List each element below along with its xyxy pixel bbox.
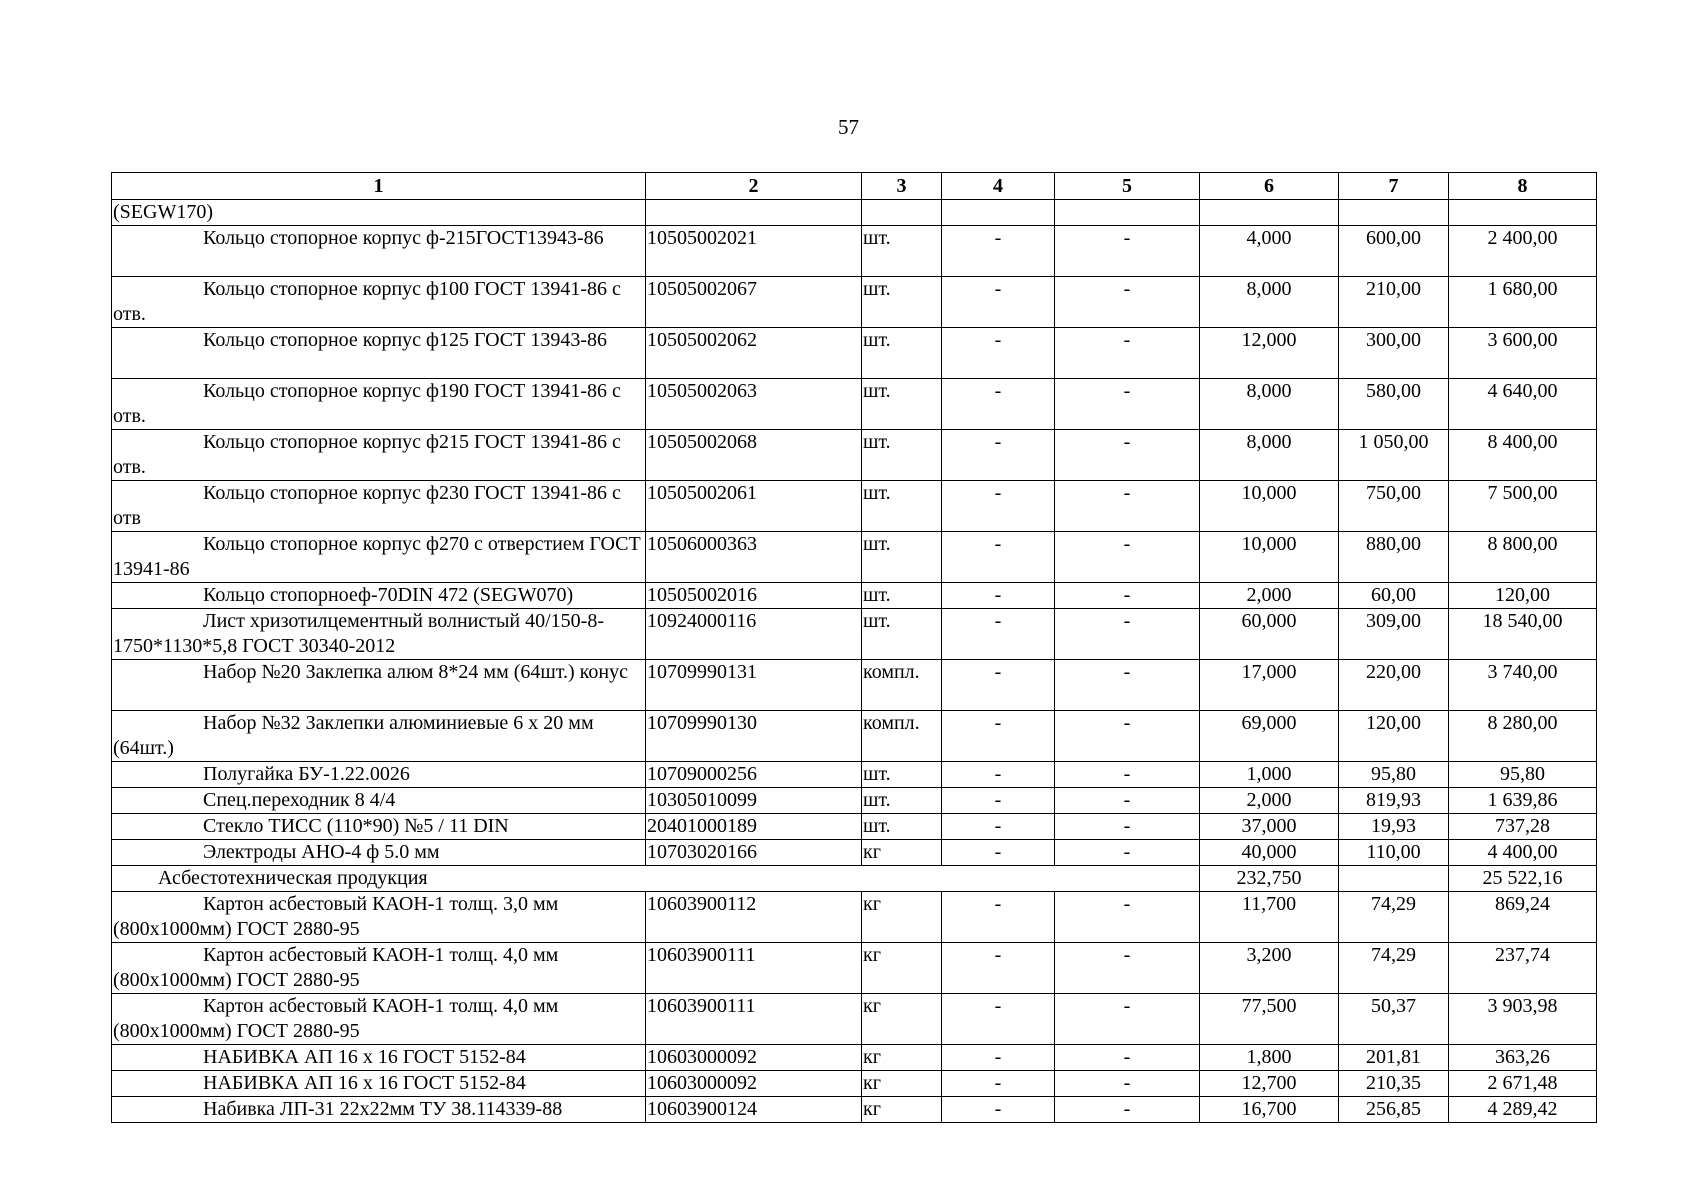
sum: 4 289,42 bbox=[1449, 1097, 1597, 1123]
item-code: 10924000116 bbox=[646, 609, 862, 660]
sum: 8 280,00 bbox=[1449, 711, 1597, 762]
item-code: 10506000363 bbox=[646, 532, 862, 583]
col-5: - bbox=[1055, 1045, 1200, 1071]
price: 1 050,00 bbox=[1339, 430, 1449, 481]
item-code: 10603900111 bbox=[646, 994, 862, 1045]
col-4: - bbox=[942, 583, 1055, 609]
header-cell: 2 bbox=[646, 173, 862, 200]
item-code: 10603000092 bbox=[646, 1045, 862, 1071]
quantity: 12,000 bbox=[1200, 328, 1339, 379]
sum: 2 671,48 bbox=[1449, 1071, 1597, 1097]
col-5: - bbox=[1055, 379, 1200, 430]
sum: 869,24 bbox=[1449, 892, 1597, 943]
sum: 18 540,00 bbox=[1449, 609, 1597, 660]
table-row bbox=[112, 532, 1597, 583]
sum: 8 400,00 bbox=[1449, 430, 1597, 481]
quantity: 4,000 bbox=[1200, 226, 1339, 277]
price: 256,85 bbox=[1339, 1097, 1449, 1123]
item-name bbox=[112, 328, 646, 379]
section-label-text: Асбестотехническая продукция bbox=[158, 867, 428, 889]
item-name-text: Кольцо стопорное корпус ф230 ГОСТ 13941-86 с отв bbox=[113, 482, 621, 529]
item-code: 10709990130 bbox=[646, 711, 862, 762]
header-cell: 4 bbox=[942, 173, 1055, 200]
item-name-text: НАБИВКА АП 16 х 16 ГОСТ 5152-84 bbox=[203, 1072, 526, 1094]
sum: 1 680,00 bbox=[1449, 277, 1597, 328]
price: 309,00 bbox=[1339, 609, 1449, 660]
item-name bbox=[112, 481, 646, 532]
sum: 3 903,98 bbox=[1449, 994, 1597, 1045]
item-name bbox=[112, 1045, 646, 1071]
table-row bbox=[112, 379, 1597, 430]
item-name-text: Кольцо стопорное корпус ф-215ГОСТ13943-86 bbox=[203, 227, 604, 249]
unit: шт. bbox=[862, 226, 942, 277]
header-cell: 5 bbox=[1055, 173, 1200, 200]
col-5: - bbox=[1055, 814, 1200, 840]
item-name bbox=[112, 814, 646, 840]
col-4: - bbox=[942, 481, 1055, 532]
price: 201,81 bbox=[1339, 1045, 1449, 1071]
table-body bbox=[112, 200, 1597, 1123]
table-row bbox=[112, 1045, 1597, 1071]
col-5: - bbox=[1055, 1071, 1200, 1097]
table-row bbox=[112, 814, 1597, 840]
item-name-text: Кольцо стопорное корпус ф270 с отверстием ГОСТ 13941-86 bbox=[113, 533, 641, 580]
quantity: 69,000 bbox=[1200, 711, 1339, 762]
price: 210,00 bbox=[1339, 277, 1449, 328]
col-5: - bbox=[1055, 660, 1200, 711]
quantity: 2,000 bbox=[1200, 583, 1339, 609]
col-4: - bbox=[942, 814, 1055, 840]
item-name bbox=[112, 788, 646, 814]
col-5: - bbox=[1055, 583, 1200, 609]
col-5: - bbox=[1055, 226, 1200, 277]
table-row bbox=[112, 660, 1597, 711]
quantity: 1,000 bbox=[1200, 762, 1339, 788]
unit: кг bbox=[862, 840, 942, 866]
price: 60,00 bbox=[1339, 583, 1449, 609]
unit: кг bbox=[862, 994, 942, 1045]
col-5: - bbox=[1055, 609, 1200, 660]
item-name-text: Набивка ЛП-31 22х22мм ТУ 38.114339-88 bbox=[203, 1098, 563, 1120]
section-row bbox=[112, 866, 1597, 892]
unit: шт. bbox=[862, 328, 942, 379]
col-4: - bbox=[942, 1045, 1055, 1071]
price: 50,37 bbox=[1339, 994, 1449, 1045]
unit: кг bbox=[862, 1071, 942, 1097]
materials-table bbox=[111, 172, 1597, 1123]
item-name bbox=[112, 943, 646, 994]
col-5: - bbox=[1055, 532, 1200, 583]
item-code: 10603900111 bbox=[646, 943, 862, 994]
price: 580,00 bbox=[1339, 379, 1449, 430]
unit: шт. bbox=[862, 379, 942, 430]
item-name bbox=[112, 1071, 646, 1097]
table-row bbox=[112, 788, 1597, 814]
header-cell: 8 bbox=[1449, 173, 1597, 200]
quantity: 10,000 bbox=[1200, 481, 1339, 532]
col-4: - bbox=[942, 379, 1055, 430]
unit: шт. bbox=[862, 532, 942, 583]
item-name bbox=[112, 840, 646, 866]
item-name bbox=[112, 583, 646, 609]
unit: кг bbox=[862, 1045, 942, 1071]
intro-row bbox=[112, 200, 1597, 226]
price: 220,00 bbox=[1339, 660, 1449, 711]
table-row bbox=[112, 277, 1597, 328]
table-row bbox=[112, 481, 1597, 532]
unit: шт. bbox=[862, 481, 942, 532]
col-5: - bbox=[1055, 892, 1200, 943]
page-number: 57 bbox=[838, 115, 859, 139]
item-code: 10603900112 bbox=[646, 892, 862, 943]
unit: компл. bbox=[862, 711, 942, 762]
item-code: 10505002061 bbox=[646, 481, 862, 532]
price: 210,35 bbox=[1339, 1071, 1449, 1097]
table-row bbox=[112, 943, 1597, 994]
col-5: - bbox=[1055, 788, 1200, 814]
price: 120,00 bbox=[1339, 711, 1449, 762]
quantity: 2,000 bbox=[1200, 788, 1339, 814]
col-4: - bbox=[942, 943, 1055, 994]
table-row bbox=[112, 762, 1597, 788]
sum: 4 400,00 bbox=[1449, 840, 1597, 866]
price: 300,00 bbox=[1339, 328, 1449, 379]
sum: 363,26 bbox=[1449, 1045, 1597, 1071]
price: 74,29 bbox=[1339, 943, 1449, 994]
item-name bbox=[112, 892, 646, 943]
section-sum: 25 522,16 bbox=[1449, 866, 1597, 892]
quantity: 8,000 bbox=[1200, 277, 1339, 328]
unit: шт. bbox=[862, 583, 942, 609]
section-label bbox=[112, 866, 1200, 892]
table-row bbox=[112, 609, 1597, 660]
price: 600,00 bbox=[1339, 226, 1449, 277]
header-row bbox=[112, 173, 1597, 200]
item-name-text: Картон асбестовый КАОН-1 толщ. 3,0 мм (800х1000мм) ГОСТ 2880-95 bbox=[113, 893, 559, 940]
price: 110,00 bbox=[1339, 840, 1449, 866]
col-5: - bbox=[1055, 943, 1200, 994]
unit: кг bbox=[862, 943, 942, 994]
price: 19,93 bbox=[1339, 814, 1449, 840]
sum: 4 640,00 bbox=[1449, 379, 1597, 430]
section-quantity: 232,750 bbox=[1200, 866, 1339, 892]
quantity: 8,000 bbox=[1200, 430, 1339, 481]
item-name bbox=[112, 609, 646, 660]
sum: 1 639,86 bbox=[1449, 788, 1597, 814]
table-row bbox=[112, 1097, 1597, 1123]
item-code: 10505002068 bbox=[646, 430, 862, 481]
sum: 3 600,00 bbox=[1449, 328, 1597, 379]
col-5: - bbox=[1055, 711, 1200, 762]
item-name-text: Спец.переходник 8 4/4 bbox=[203, 789, 396, 811]
item-name-text: Кольцо стопорное корпус ф190 ГОСТ 13941-86 с отв. bbox=[113, 380, 621, 427]
header-cell: 3 bbox=[862, 173, 942, 200]
col-5: - bbox=[1055, 430, 1200, 481]
col-5: - bbox=[1055, 481, 1200, 532]
item-name bbox=[112, 762, 646, 788]
sum: 95,80 bbox=[1449, 762, 1597, 788]
table-row bbox=[112, 892, 1597, 943]
quantity: 1,800 bbox=[1200, 1045, 1339, 1071]
sum: 8 800,00 bbox=[1449, 532, 1597, 583]
col-5: - bbox=[1055, 1097, 1200, 1123]
quantity: 17,000 bbox=[1200, 660, 1339, 711]
header-cell: 7 bbox=[1339, 173, 1449, 200]
sum: 237,74 bbox=[1449, 943, 1597, 994]
col-5: - bbox=[1055, 277, 1200, 328]
item-name bbox=[112, 660, 646, 711]
price: 750,00 bbox=[1339, 481, 1449, 532]
price: 819,93 bbox=[1339, 788, 1449, 814]
item-code: 10505002016 bbox=[646, 583, 862, 609]
item-code: 10505002063 bbox=[646, 379, 862, 430]
item-name-text: Стекло ТИСС (110*90) №5 / 11 DIN bbox=[203, 815, 509, 837]
quantity: 16,700 bbox=[1200, 1097, 1339, 1123]
unit: шт. bbox=[862, 277, 942, 328]
section-price bbox=[1339, 866, 1449, 892]
col-4: - bbox=[942, 430, 1055, 481]
sum: 2 400,00 bbox=[1449, 226, 1597, 277]
sum: 7 500,00 bbox=[1449, 481, 1597, 532]
quantity: 11,700 bbox=[1200, 892, 1339, 943]
quantity: 60,000 bbox=[1200, 609, 1339, 660]
item-name bbox=[112, 277, 646, 328]
item-name-text: НАБИВКА АП 16 х 16 ГОСТ 5152-84 bbox=[203, 1046, 526, 1068]
item-code: 10603000092 bbox=[646, 1071, 862, 1097]
item-name-text: Картон асбестовый КАОН-1 толщ. 4,0 мм (800х1000мм) ГОСТ 2880-95 bbox=[113, 944, 559, 991]
price: 880,00 bbox=[1339, 532, 1449, 583]
item-name-text: Кольцо стопорное корпус ф215 ГОСТ 13941-86 с отв. bbox=[113, 431, 621, 478]
unit: шт. bbox=[862, 609, 942, 660]
unit: шт. bbox=[862, 814, 942, 840]
col-4: - bbox=[942, 609, 1055, 660]
item-name bbox=[112, 711, 646, 762]
col-4: - bbox=[942, 762, 1055, 788]
item-code: 10703020166 bbox=[646, 840, 862, 866]
quantity: 37,000 bbox=[1200, 814, 1339, 840]
item-name-text: Полугайка БУ-1.22.0026 bbox=[203, 763, 410, 785]
sum: 3 740,00 bbox=[1449, 660, 1597, 711]
table-row bbox=[112, 430, 1597, 481]
item-name bbox=[112, 1097, 646, 1123]
item-name-text: Кольцо стопорное корпус ф100 ГОСТ 13941-86 с отв. bbox=[113, 278, 621, 325]
col-4: - bbox=[942, 1097, 1055, 1123]
col-4: - bbox=[942, 892, 1055, 943]
header-cell: 1 bbox=[112, 173, 646, 200]
table-row bbox=[112, 226, 1597, 277]
item-code: 20401000189 bbox=[646, 814, 862, 840]
col-4: - bbox=[942, 660, 1055, 711]
table-row bbox=[112, 328, 1597, 379]
col-4: - bbox=[942, 840, 1055, 866]
unit: шт. bbox=[862, 762, 942, 788]
price: 74,29 bbox=[1339, 892, 1449, 943]
item-code: 10709990131 bbox=[646, 660, 862, 711]
col-5: - bbox=[1055, 762, 1200, 788]
header-cell: 6 bbox=[1200, 173, 1339, 200]
item-name-text: Картон асбестовый КАОН-1 толщ. 4,0 мм (800х1000мм) ГОСТ 2880-95 bbox=[113, 995, 559, 1042]
col-4: - bbox=[942, 328, 1055, 379]
item-code: 10505002067 bbox=[646, 277, 862, 328]
item-name-text: Лист хризотилцементный волнистый 40/150-8-1750*1130*5,8 ГОСТ 30340-2012 bbox=[113, 610, 604, 657]
table-row bbox=[112, 840, 1597, 866]
unit: шт. bbox=[862, 430, 942, 481]
col-4: - bbox=[942, 1071, 1055, 1097]
price: 95,80 bbox=[1339, 762, 1449, 788]
table-row bbox=[112, 583, 1597, 609]
item-name-text: Электроды АНО-4 ф 5.0 мм bbox=[203, 841, 440, 863]
item-name bbox=[112, 430, 646, 481]
quantity: 3,200 bbox=[1200, 943, 1339, 994]
quantity: 10,000 bbox=[1200, 532, 1339, 583]
unit: шт. bbox=[862, 788, 942, 814]
col-4: - bbox=[942, 711, 1055, 762]
table-row bbox=[112, 994, 1597, 1045]
sum: 737,28 bbox=[1449, 814, 1597, 840]
quantity: 12,700 bbox=[1200, 1071, 1339, 1097]
col-5: - bbox=[1055, 994, 1200, 1045]
col-5: - bbox=[1055, 840, 1200, 866]
item-name-text: Набор №20 Заклепка алюм 8*24 мм (64шт.) конус bbox=[203, 661, 628, 683]
item-name bbox=[112, 532, 646, 583]
unit: кг bbox=[862, 892, 942, 943]
item-code: 10603900124 bbox=[646, 1097, 862, 1123]
item-code: 10505002062 bbox=[646, 328, 862, 379]
col-4: - bbox=[942, 994, 1055, 1045]
quantity: 40,000 bbox=[1200, 840, 1339, 866]
item-name bbox=[112, 379, 646, 430]
item-name-text: Набор №32 Заклепки алюминиевые 6 х 20 мм (64шт.) bbox=[113, 712, 594, 759]
unit: компл. bbox=[862, 660, 942, 711]
quantity: 77,500 bbox=[1200, 994, 1339, 1045]
col-4: - bbox=[942, 788, 1055, 814]
col-4: - bbox=[942, 532, 1055, 583]
item-code: 10505002021 bbox=[646, 226, 862, 277]
unit: кг bbox=[862, 1097, 942, 1123]
table-row bbox=[112, 1071, 1597, 1097]
intro-cell: (SEGW170) bbox=[112, 200, 646, 226]
item-name bbox=[112, 226, 646, 277]
sum: 120,00 bbox=[1449, 583, 1597, 609]
item-code: 10709000256 bbox=[646, 762, 862, 788]
item-name-text: Кольцо стопорноеф-70DIN 472 (SEGW070) bbox=[203, 584, 574, 606]
col-4: - bbox=[942, 226, 1055, 277]
table-row bbox=[112, 711, 1597, 762]
item-code: 10305010099 bbox=[646, 788, 862, 814]
item-name bbox=[112, 994, 646, 1045]
col-4: - bbox=[942, 277, 1055, 328]
quantity: 8,000 bbox=[1200, 379, 1339, 430]
col-5: - bbox=[1055, 328, 1200, 379]
item-name-text: Кольцо стопорное корпус ф125 ГОСТ 13943-86 bbox=[203, 329, 607, 351]
